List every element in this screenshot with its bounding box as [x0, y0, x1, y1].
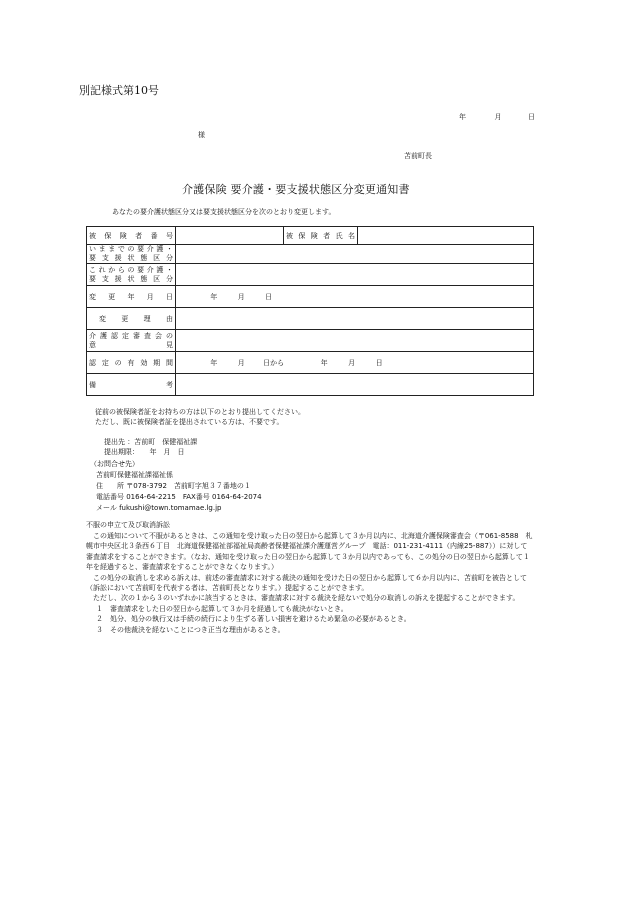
label-char: で — [117, 245, 125, 253]
validity-from-year: 年 — [210, 358, 218, 367]
remarks-value — [176, 374, 534, 396]
appeal-heading: 不服の申立て及び取消訴訟 — [86, 521, 170, 529]
label-char: 査 — [144, 331, 151, 340]
change-date-year: 年 — [210, 292, 218, 301]
appeal-paragraph-1: この通知について不服があるときは、この通知を受け取った日の翌日から起算して３か月以内に、北海道介護保険審査会（〒061-8588 札幌市中央区北３条西６丁目 北海道保健福祉部福祉局高齢者保健福祉課介護運営グループ 電話：011-231-4111（内線25-887））に対して審査請求をすることができます。（なお、通知を受け取った日の翌日から起算して３か月以内であっても、この処分の日の翌日から起算して１年を経過すると、審査請求をすることができなくなります。） — [86, 532, 533, 572]
submission-deadline: 提出期限： 年 月 日 — [104, 448, 185, 456]
form-number: 別記様式第10号 — [79, 84, 159, 97]
label-char: 介 — [146, 265, 154, 274]
remarks-label-text — [89, 380, 173, 390]
validity-value — [176, 352, 534, 374]
appeal-paragraph-2: この処分の取消しを求める訴えは、前述の審査請求に対する裁決の通知を受けた日の翌日から起算して６か月以内に、苫前町を被告として（訴訟において苫前町を代表する者は、苫前町長となります。）提起することができます。 — [86, 573, 527, 593]
label-char: 被 — [89, 231, 96, 240]
label-char: 更 — [108, 292, 116, 301]
change-date-label — [87, 286, 176, 308]
label-char: 期 — [153, 358, 161, 367]
inquiry-office: 苫前町保健福祉課福祉係 — [96, 471, 173, 479]
notes-line1: 従前の被保険者証をお持ちの方は以下のとおり提出してください。 — [95, 408, 305, 416]
label-char: 要 — [89, 274, 96, 283]
change-date-day: 日 — [265, 292, 273, 301]
label-char: 保 — [104, 231, 112, 240]
label-char: 要 — [137, 245, 145, 253]
label-char: 険 — [119, 231, 127, 240]
label-char: ・ — [166, 245, 173, 253]
label-char: 定 — [122, 331, 129, 340]
appeal-text — [86, 531, 534, 635]
label-char: 変 — [99, 314, 106, 323]
table-row — [87, 308, 534, 330]
document-title: 介護保険 要介護・要支援状態区分変更通知書 — [182, 183, 410, 196]
label-char: ま — [98, 245, 106, 253]
label-char: 要 — [89, 254, 96, 262]
appeal-item-3: ３ その他裁決を経ないことにつき正当な理由があるとき。 — [96, 625, 285, 634]
table-row — [87, 264, 534, 286]
label-char: 名 — [347, 231, 355, 240]
table-row — [87, 227, 534, 245]
label-char: 要 — [137, 265, 145, 274]
previous-status-label-line1 — [89, 245, 173, 254]
remarks-label — [87, 374, 176, 396]
label-char: 氏 — [335, 231, 343, 240]
change-date-value — [176, 286, 534, 308]
validity-label — [87, 352, 176, 374]
label-char: 間 — [165, 358, 173, 367]
change-date-month: 月 — [237, 292, 245, 301]
label-char: 定 — [101, 358, 109, 367]
validity-from-day: 日から — [263, 358, 285, 367]
board-opinion-label-line2 — [89, 341, 173, 350]
validity-label-text — [89, 358, 173, 368]
inquiry-phone: 電話番号 0164-64-2215 FAX番号 0164-64-2074 — [96, 493, 262, 501]
label-char: ・ — [166, 265, 173, 274]
label-char: 認 — [111, 331, 118, 340]
label-char: か — [108, 265, 116, 274]
inquiry-heading: （お問合せ先） — [90, 460, 139, 468]
label-char: の — [127, 265, 135, 274]
label-char: の — [114, 358, 122, 367]
board-opinion-label-line1 — [89, 332, 173, 341]
insured-number-label-text — [89, 231, 173, 241]
issue-date — [459, 112, 535, 122]
table-row — [87, 330, 534, 352]
validity-to-month: 月 — [348, 358, 356, 367]
inquiry-email: メール fukushi@town.tomamae.lg.jp — [96, 504, 222, 512]
label-char: 考 — [166, 380, 173, 389]
inquiry-block — [90, 459, 262, 514]
label-char: の — [127, 245, 135, 253]
board-opinion-value — [176, 330, 534, 352]
label-char: 険 — [310, 231, 318, 240]
label-char: 年 — [127, 292, 135, 301]
label-char: 日 — [166, 292, 173, 301]
insured-number-value — [176, 227, 284, 245]
label-char: 護 — [156, 245, 164, 253]
date-day: 日 — [527, 113, 535, 121]
label-char: 番 — [150, 231, 158, 240]
inquiry-address: 住 所 〒078-3792 苫前町字旭３７番地の１ — [96, 482, 251, 490]
date-year: 年 — [459, 113, 466, 121]
label-char: 介 — [89, 331, 96, 340]
label-char: 由 — [165, 314, 173, 323]
insured-number-label — [87, 227, 176, 245]
appeal-paragraph-3: ただし、次の１から３のいずれかに該当するときは、審査請求に対する裁決を経ないで処分の取消しの訴えを提起することができます。 — [93, 594, 520, 603]
addressee-suffix: 様 — [198, 131, 205, 139]
change-reason-value — [176, 308, 534, 330]
label-char: 見 — [166, 340, 173, 349]
table-row — [87, 286, 534, 308]
label-char: れ — [98, 265, 106, 274]
insured-name-label — [284, 227, 358, 245]
change-reason-label-text — [89, 314, 173, 324]
new-status-label — [87, 264, 176, 286]
label-char: 備 — [89, 380, 96, 389]
notification-table — [86, 226, 534, 396]
label-char: 態 — [140, 254, 148, 262]
board-opinion-label — [87, 330, 176, 352]
label-char: 会 — [155, 331, 162, 340]
previous-status-label — [87, 245, 176, 264]
table-row — [87, 352, 534, 374]
table-row — [87, 374, 534, 396]
change-date-label-text — [89, 292, 173, 302]
intro-text: あなたの要介護状態区分又は要支援状態区分を次のとおり変更します。 — [112, 208, 336, 216]
new-status-value — [176, 264, 534, 286]
label-char: 状 — [127, 254, 135, 262]
label-char: い — [89, 245, 96, 253]
label-char: 介 — [146, 245, 154, 253]
label-char: 支 — [101, 274, 109, 283]
validity-to-year: 年 — [320, 358, 328, 367]
label-char: 者 — [323, 231, 331, 240]
change-reason-label — [87, 308, 176, 330]
notes-line2: ただし、既に被保険者証を提出されている方は、不要です。 — [95, 418, 284, 426]
date-month: 月 — [494, 113, 502, 121]
label-char: 月 — [146, 292, 154, 301]
label-char: 効 — [140, 358, 148, 367]
label-char: ま — [108, 245, 116, 253]
label-char: 援 — [114, 254, 122, 262]
label-char: 理 — [143, 314, 151, 323]
validity-from-month: 月 — [237, 358, 245, 367]
label-char: 支 — [101, 254, 109, 262]
label-char: 者 — [135, 231, 143, 240]
insured-name-label-text — [286, 231, 355, 241]
appeal-item-2: ２ 処分、処分の執行又は手続の続行により生ずる著しい損害を避けるため緊急の必要があるとき。 — [96, 615, 411, 624]
label-char: 有 — [127, 358, 135, 367]
label-char: 護 — [100, 331, 107, 340]
table-row — [87, 245, 534, 264]
previous-status-label-line2 — [89, 254, 173, 263]
insured-name-value — [358, 227, 534, 245]
appeal-item-1: １ 審査請求をした日の翌日から起算して３か月を経過しても裁決がないとき。 — [96, 604, 348, 613]
label-char: 態 — [140, 274, 148, 283]
submission-info — [104, 437, 197, 457]
new-status-label-line1 — [89, 266, 173, 275]
label-char: 審 — [133, 331, 140, 340]
label-char: 分 — [165, 274, 173, 283]
submission-notes — [95, 407, 305, 427]
label-char: こ — [89, 265, 96, 274]
label-char: 被 — [286, 231, 293, 240]
label-char: 意 — [89, 340, 96, 349]
label-char: 状 — [127, 274, 135, 283]
label-char: 区 — [153, 254, 161, 262]
label-char: 護 — [156, 265, 164, 274]
label-char: 更 — [121, 314, 129, 323]
label-char: 号 — [165, 231, 173, 240]
label-char: 分 — [165, 254, 173, 262]
label-char: 保 — [298, 231, 306, 240]
issuer-name: 苫前町長 — [404, 152, 432, 160]
new-status-label-line2 — [89, 275, 173, 284]
label-char: 区 — [153, 274, 161, 283]
submission-destination: 提出先 ：苫前町 保健福祉課 — [104, 438, 198, 446]
label-char: の — [166, 331, 173, 340]
previous-status-value — [176, 245, 534, 264]
label-char: 援 — [114, 274, 122, 283]
label-char: 変 — [89, 292, 96, 301]
label-char: 認 — [89, 358, 96, 367]
validity-to-day: 日 — [375, 358, 383, 367]
label-char: ら — [117, 265, 125, 274]
